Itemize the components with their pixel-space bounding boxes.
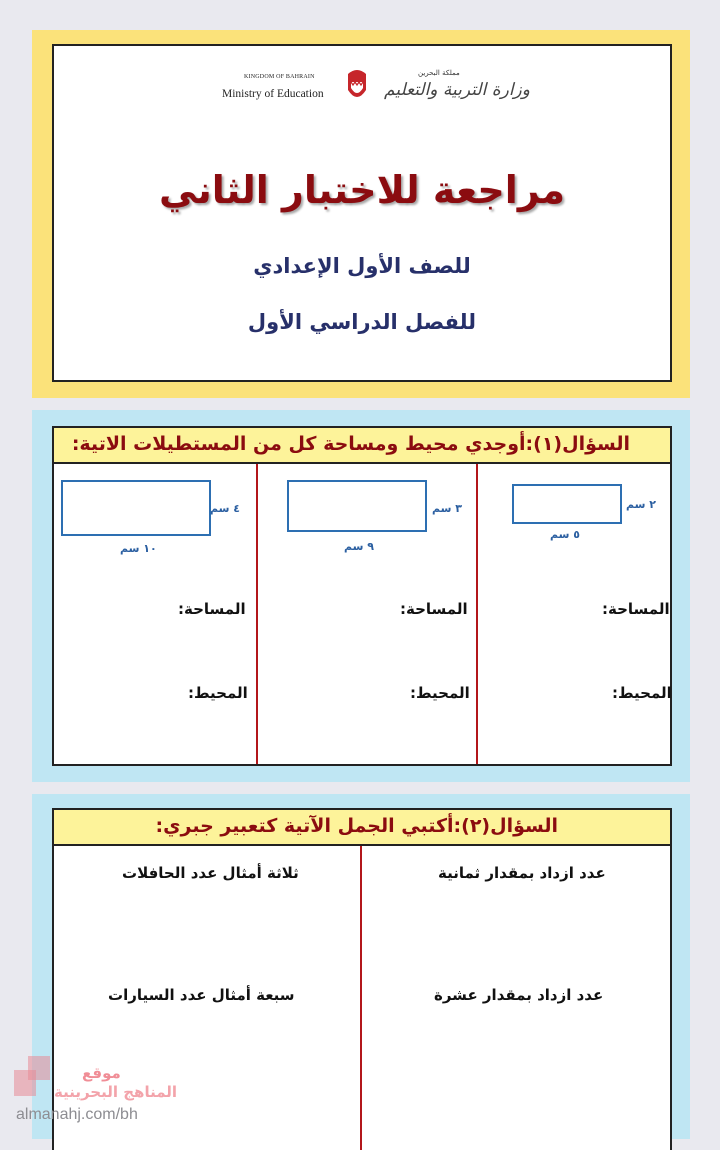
column-divider bbox=[256, 464, 258, 764]
watermark-logo-icon bbox=[28, 1056, 50, 1080]
question-1-panel bbox=[32, 410, 690, 782]
rectangle-1-width: ٥ سم bbox=[550, 528, 580, 541]
question-2-heading: السؤال(٢):أكتبي الجمل الآتية كتعبير جبري: bbox=[155, 815, 558, 837]
rectangle-3-height: ٤ سم bbox=[210, 502, 240, 515]
question-2-header bbox=[54, 810, 670, 846]
rectangle-3 bbox=[61, 480, 211, 536]
rectangle-1 bbox=[512, 484, 622, 524]
rectangle-2-height: ٣ سم bbox=[432, 502, 462, 515]
kingdom-label-ar: مملكة البحرين bbox=[418, 69, 460, 77]
rectangle-3-perimeter-label: المحيط: bbox=[188, 684, 248, 702]
question-1-header bbox=[54, 428, 670, 464]
column-divider bbox=[360, 846, 362, 1150]
rectangle-2 bbox=[287, 480, 427, 532]
rectangle-1-perimeter-label: المحيط: bbox=[612, 684, 672, 702]
cover-card bbox=[32, 30, 690, 398]
page-title: مراجعة للاختبار الثاني bbox=[159, 168, 565, 212]
watermark-site-name: المناهج البحرينية bbox=[54, 1083, 178, 1101]
cover-inner-frame bbox=[52, 44, 672, 382]
statement-2: ثلاثة أمثال عدد الحافلات bbox=[122, 864, 299, 882]
rectangle-3-area-label: المساحة: bbox=[178, 600, 246, 618]
statement-4: سبعة أمثال عدد السيارات bbox=[108, 986, 295, 1004]
rectangle-1-area-label: المساحة: bbox=[602, 600, 670, 618]
statement-1: عدد ازداد بمقدار ثمانية bbox=[438, 864, 606, 882]
rectangle-2-area-label: المساحة: bbox=[400, 600, 468, 618]
rectangle-1-height: ٢ سم bbox=[626, 498, 656, 511]
watermark-site-label: موقع bbox=[82, 1064, 121, 1082]
rectangle-2-width: ٩ سم bbox=[344, 540, 374, 553]
bahrain-crest-icon bbox=[345, 68, 369, 102]
grade-subtitle: للصف الأول الإعدادي bbox=[253, 254, 471, 278]
watermark-url: almanahj.com/bh bbox=[16, 1106, 138, 1123]
ministry-label-ar: وزارة التربية والتعليم bbox=[384, 80, 530, 100]
kingdom-label-en: KINGDOM OF BAHRAIN bbox=[244, 74, 315, 80]
semester-subtitle: للفصل الدراسي الأول bbox=[247, 310, 477, 334]
rectangle-3-width: ١٠ سم bbox=[120, 542, 157, 555]
ministry-label-en: Ministry of Education bbox=[222, 88, 324, 100]
statement-3: عدد ازداد بمقدار عشرة bbox=[434, 986, 604, 1004]
question-1-box bbox=[52, 426, 672, 766]
question-1-heading: السؤال(١):أوجدي محيط ومساحة كل من المستطيلات الاتية: bbox=[71, 433, 630, 455]
column-divider bbox=[476, 464, 478, 764]
rectangle-2-perimeter-label: المحيط: bbox=[410, 684, 470, 702]
